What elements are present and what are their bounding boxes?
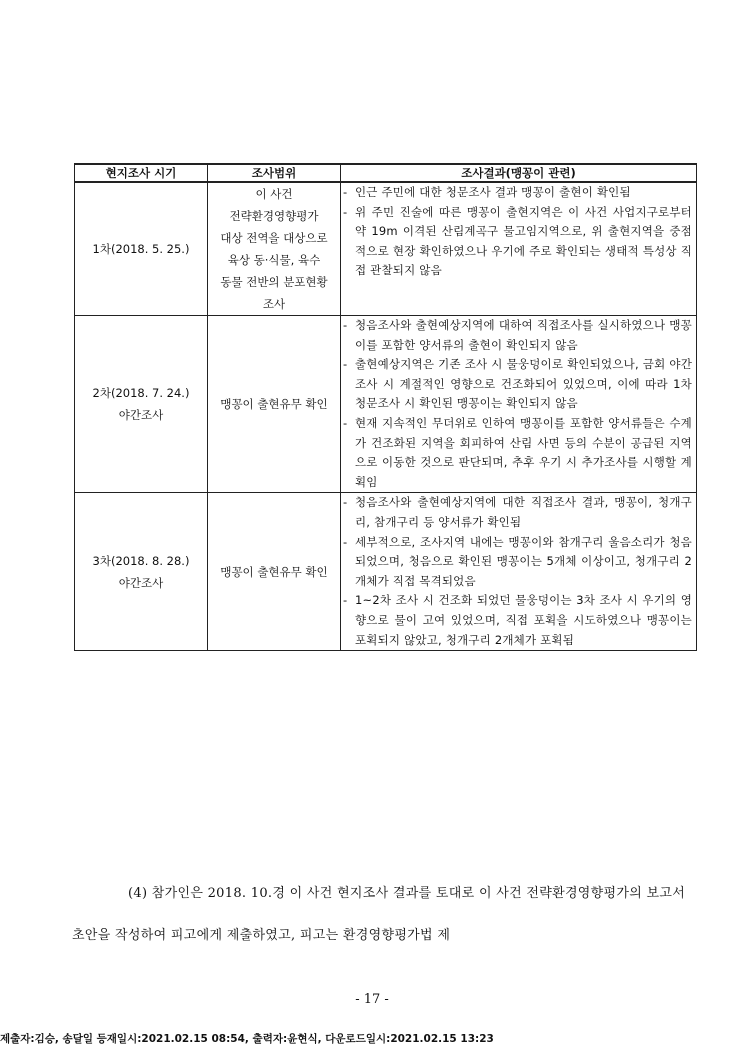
bullet-dash: - xyxy=(343,204,348,219)
result-text: 위 주민 진술에 따른 맹꽁이 출현지역은 이 사건 사업지구로부터 약 19m 이격된 산림계곡구 물고임지역으로, 위 출현지역을 중점적으로 현장 확인하였으나 우기에 주로 확인되는 생태적 특성상 직접 관찰되지 않음 xyxy=(355,204,692,278)
result-text: 청음조사와 출현예상지역에 대하여 직접조사를 실시하였으나 맹꽁이를 포함한 양서류의 출현이 확인되지 않음 xyxy=(355,318,692,352)
result-item xyxy=(343,203,692,281)
result-text: 현재 지속적인 무더위로 인하여 맹꽁이를 포함한 양서류들은 수계가 건조화된 지역을 회피하여 산림 사면 등의 수분이 공급된 지역으로 이동한 것으로 판단되며, 추후 우기 시 추가조사를 시행할 계획임 xyxy=(355,415,692,489)
result-item xyxy=(343,183,692,203)
result-text: 청음조사와 출현예상지역에 대한 직접조사 결과, 맹꽁이, 청개구리, 참개구리 등 양서류가 확인됨 xyxy=(355,495,692,529)
survey-table xyxy=(74,163,697,651)
result-item xyxy=(343,493,692,532)
table-row xyxy=(75,182,697,316)
cell-period xyxy=(75,316,208,493)
result-item xyxy=(343,355,692,414)
result-text: 출현예상지역은 기존 조사 시 물웅덩이로 확인되었으나, 금회 야간조사 시 계절적인 영향으로 건조화되어 있었으며, 이에 따라 1차 청문조사 시 확인된 맹꽁이는 확인되지 않음 xyxy=(355,357,692,411)
result-item xyxy=(343,533,692,592)
table-row xyxy=(75,493,697,651)
table-header-row xyxy=(75,164,697,182)
result-item xyxy=(343,316,692,355)
bullet-dash: - xyxy=(343,534,348,549)
bullet-dash: - xyxy=(343,495,348,510)
download-footer: 제출자:김승, 송달일 등재일시:2021.02.15 08:54, 출력자:윤현식, 다운로드일시:2021.02.15 13:23 xyxy=(0,1033,494,1045)
bullet-dash: - xyxy=(343,593,348,608)
result-item xyxy=(343,591,692,650)
header-scope: 조사범위 xyxy=(208,164,341,182)
bullet-dash: - xyxy=(343,185,348,199)
period-text: 3차(2018. 8. 28.) 야간조사 xyxy=(92,553,190,590)
period-text: 1차(2018. 5. 25.) xyxy=(92,242,190,256)
result-text: 인근 주민에 대한 청문조사 결과 맹꽁이 출현이 확인됨 xyxy=(355,185,631,199)
cell-period xyxy=(75,493,208,651)
cell-period xyxy=(75,182,208,316)
bullet-dash: - xyxy=(343,357,348,372)
scope-text: 맹꽁이 출현유무 확인 xyxy=(220,397,328,412)
paragraph-text: (4) 참가인은 2018. 10.경 이 사건 현지조사 결과를 토대로 이 사건 전략환경영향평가의 보고서 초안을 작성하여 피고에게 제출하였고, 피고는 환경영향평가법 제 xyxy=(72,886,686,943)
result-text: 세부적으로, 조사지역 내에는 맹꽁이와 참개구리 울음소리가 청음되었으며, 청음으로 확인된 맹꽁이는 5개체 이상이고, 청개구리 2개체가 직접 목격되었음 xyxy=(355,534,692,588)
body-paragraph xyxy=(72,873,694,957)
result-text: 1~2차 조사 시 건조화 되었던 물웅덩이는 3차 조사 시 우기의 영향으로 물이 고여 있었으며, 직접 포획을 시도하였으나 맹꽁이는 포획되지 않았고, 청개구리 2개체가 포획됨 xyxy=(355,593,692,647)
scope-text: 이 사건 전략환경영향평가 대상 전역을 대상으로 육상 동·식물, 육수 동물 전반의 분포현황 조사 xyxy=(220,187,328,311)
cell-result xyxy=(341,316,697,493)
bullet-dash: - xyxy=(343,318,348,332)
cell-scope xyxy=(208,316,341,493)
period-text: 2차(2018. 7. 24.) 야간조사 xyxy=(92,386,190,423)
header-result: 조사결과(맹꽁이 관련) xyxy=(341,164,697,182)
page-number: - 17 - xyxy=(355,992,389,1007)
cell-scope xyxy=(208,493,341,651)
table-row xyxy=(75,316,697,493)
result-item xyxy=(343,414,692,492)
table-header xyxy=(75,164,697,182)
table-body xyxy=(75,182,697,651)
cell-scope xyxy=(208,182,341,316)
cell-result xyxy=(341,493,697,651)
cell-result xyxy=(341,182,697,316)
scope-text: 맹꽁이 출현유무 확인 xyxy=(220,564,328,579)
bullet-dash: - xyxy=(343,415,348,430)
header-period: 현지조사 시기 xyxy=(75,164,208,182)
